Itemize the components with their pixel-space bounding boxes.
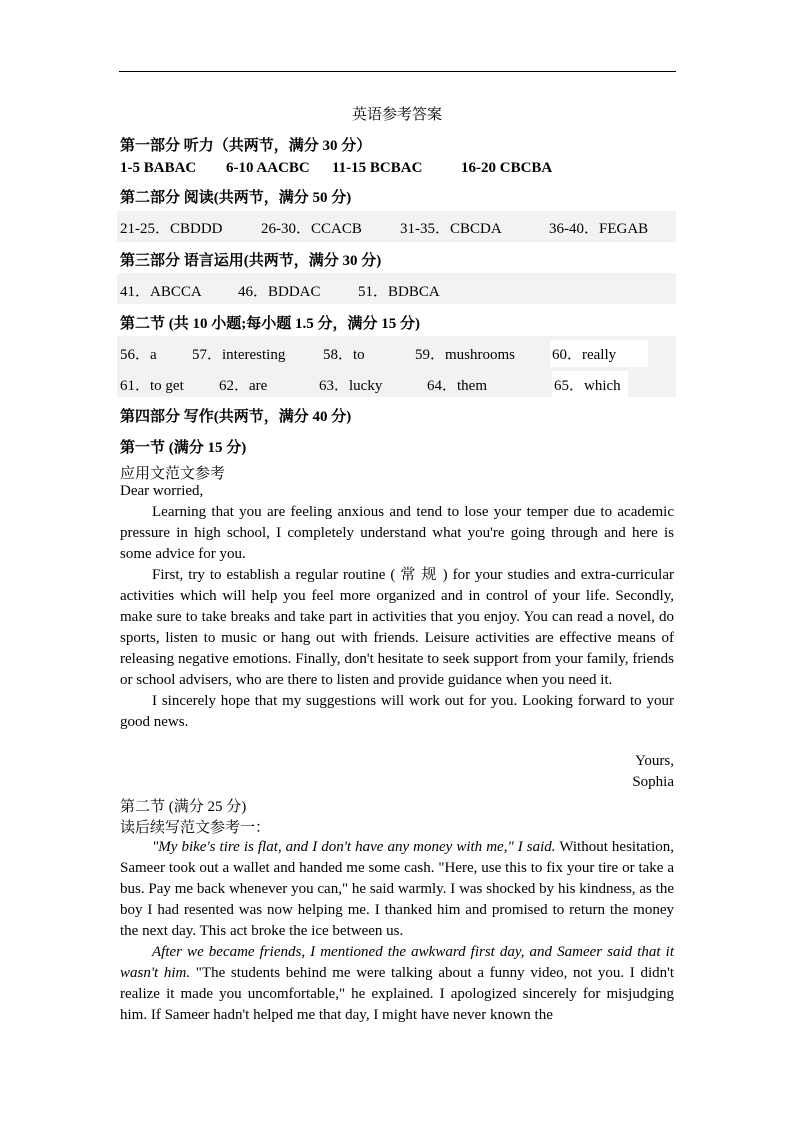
italic-lead: "My bike's tire is flat, and I don't have any money with me," I said. [152, 839, 556, 855]
part4-heading: 第四部分 写作(共两节，满分 40 分) [120, 409, 352, 425]
answer-group: 51．BDBCA [358, 284, 440, 300]
paragraph-text: Without hesitation, Sameer took out a wallet and handed me some cash. "Here, use this to fix your tire or take a bus. Pay me back whenever you can," he said warmly. I was shocked by his kindness, as the boy I had resented was now helping me. I thanked him and promised to return the money the next day. This act broke the ice between us. [120, 839, 674, 939]
answer-cell: 59．mushrooms [415, 347, 516, 363]
answer-group: 31-35．CBCDA [400, 221, 502, 237]
answer-cell: 61．to get [120, 378, 184, 394]
answer-group: 6-10 AACBC [226, 160, 310, 176]
part2-heading: 第二部分 阅读(共两节，满分 50 分) [120, 190, 352, 206]
part1-heading: 第一部分 听力（共两节，满分 30 分） [120, 138, 372, 154]
answer-cell: 63．lucky [319, 378, 383, 394]
answer-group: 46．BDDAC [238, 284, 321, 300]
part3-section2-heading: 第二节 (共 10 小题;每小题 1.5 分，满分 15 分) [120, 316, 420, 332]
page-title: 英语参考答案 [351, 107, 442, 123]
letter-signature: Sophia [632, 774, 674, 790]
continuation-paragraph [120, 942, 674, 1026]
part4-section1-heading: 第一节 (满分 15 分) [120, 440, 247, 456]
italic-lead: After we became friends, I mentioned the awkward first day, and Sameer said that it wasn't him. [120, 944, 674, 981]
part3-section2-answers [117, 336, 676, 397]
answer-cell: 64．them [427, 378, 487, 394]
answer-group: 41．ABCCA [120, 284, 202, 300]
paragraph-text: "The students behind me were talking about a funny video, not you. I didn't realize it made you uncomfortable," he explained. I apologized sincerely for misjudging him. If Sameer hadn't helped me that day, I might have never known the [120, 965, 674, 1023]
letter-paragraph: First, try to establish a regular routine ( 常 规 ) for your studies and extra-curricular activities which will help you feel more organized and in control of your life. Secondly, make sure to take breaks and take part in activities that you enjoy. You can read a novel, do sports, listen to music or hang out with friends. Leisure activities are effective means of releasing negative emotions. Finally, don't hesitate to seek support from your family, friends or school advisers, who are there to listen and provide guidance when you need it. [120, 567, 674, 688]
answer-group: 21-25．CBDDD [120, 221, 223, 237]
continuation-paragraph [120, 837, 674, 942]
answer-group: 1-5 BABAC [120, 160, 197, 176]
answer-cell: 56．a [120, 347, 157, 363]
part3-answers [117, 273, 676, 304]
continuation-body [120, 837, 674, 1026]
salutation: Dear worried, [120, 483, 204, 499]
answer-group: 16-20 CBCBA [461, 160, 553, 176]
answer-cell: 65．which [552, 371, 628, 398]
part3-heading: 第三部分 语言运用(共两节，满分 30 分) [120, 253, 382, 269]
continuation-label: 读后续写范文参考一： [120, 820, 271, 836]
letter-closing: Yours, [635, 753, 674, 769]
part4-section2-heading: 第二节 (满分 25 分) [120, 799, 247, 815]
answer-group: 11-15 BCBAC [332, 160, 423, 176]
answer-group: 36-40．FEGAB [549, 221, 649, 237]
sample-label: 应用文范文参考 [120, 466, 226, 482]
letter-body [120, 481, 674, 733]
answer-cell: 60．really [550, 340, 648, 367]
letter-paragraph: I sincerely hope that my suggestions will work out for you. Looking forward to your good news. [120, 693, 674, 730]
part2-answers [117, 211, 676, 242]
answer-cell: 57．interesting [192, 347, 286, 363]
letter-paragraph: Learning that you are feeling anxious and tend to lose your temper due to academic pressure in high school, I completely understand what you're going through and here is some advice for you. [120, 504, 674, 562]
answer-group: 26-30．CCACB [261, 221, 362, 237]
answer-cell: 62．are [219, 378, 268, 394]
top-rule [119, 71, 676, 72]
answer-cell: 58．to [323, 347, 365, 363]
